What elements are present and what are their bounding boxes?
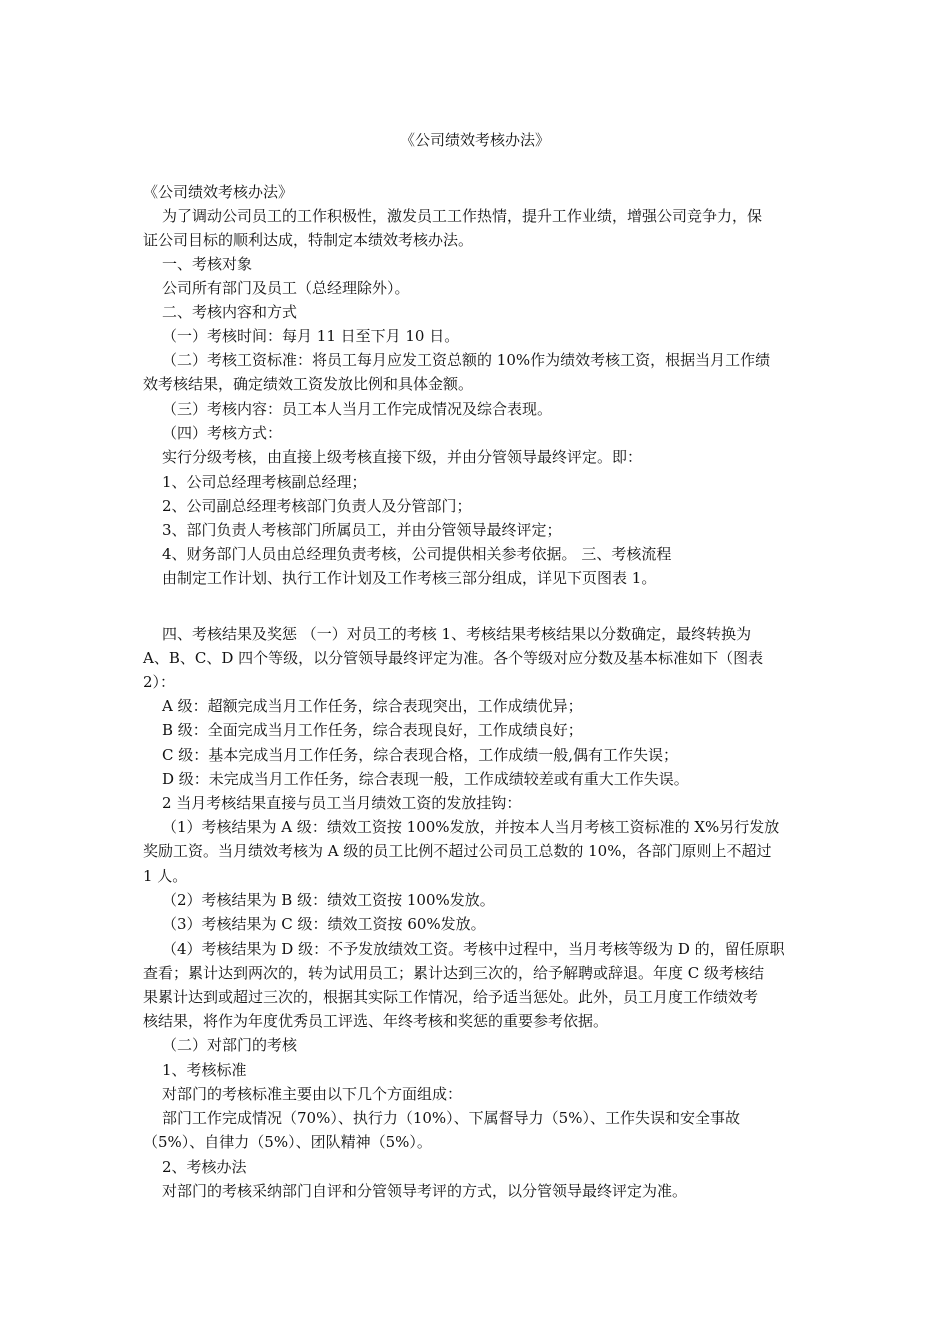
text-line: 对部门的考核采纳部门自评和分管领导考评的方式，以分管领导最终评定为准。 bbox=[162, 1182, 688, 1200]
text-line: 1 人。 bbox=[143, 867, 188, 885]
text-line: A、B、C、D 四个等级，以分管领导最终评定为准。各个等级对应分数及基本标准如下（图表 bbox=[143, 649, 764, 667]
text-line: 效考核结果，确定绩效工资发放比例和具体金额。 bbox=[143, 375, 474, 393]
text-line: 证公司目标的顺利达成，特制定本绩效考核办法。 bbox=[143, 231, 474, 249]
text-line: （2）考核结果为 B 级：绩效工资按 100%发放。 bbox=[162, 891, 495, 909]
text-line: 1、公司总经理考核副总经理； bbox=[162, 473, 367, 491]
text-line: D 级：未完成当月工作任务，综合表现一般，工作成绩较差或有重大工作失误。 bbox=[162, 770, 689, 788]
document-title: 《公司绩效考核办法》 bbox=[399, 131, 550, 149]
text-line: （二）对部门的考核 bbox=[162, 1036, 298, 1054]
text-line: C 级：基本完成当月工作任务，综合表现合格，工作成绩一般,偶有工作失误； bbox=[162, 746, 679, 764]
text-line: 3、部门负责人考核部门所属员工，并由分管领导最终评定； bbox=[162, 521, 562, 539]
text-line: 2、公司副总经理考核部门负责人及分管部门； bbox=[162, 497, 472, 515]
text-line: （二）考核工资标准：将员工每月应发工资总额的 10%作为绩效考核工资，根据当月工作绩 bbox=[162, 351, 771, 369]
text-line: 一、考核对象 bbox=[162, 255, 253, 273]
text-line: 对部门的考核标准主要由以下几个方面组成： bbox=[162, 1085, 463, 1103]
text-line: 实行分级考核，由直接上级考核直接下级，并由分管领导最终评定。即： bbox=[162, 448, 643, 466]
text-line: （1）考核结果为 A 级：绩效工资按 100%发放，并按本人当月考核工资标准的 X%另行发放 bbox=[162, 818, 780, 836]
text-line: 由制定工作计划、执行工作计划及工作考核三部分组成，详见下页图表 1。 bbox=[162, 569, 657, 587]
text-line: 果累计达到或超过三次的，根据其实际工作情况，给予适当惩处。此外，员工月度工作绩效考 bbox=[143, 988, 759, 1006]
text-line: （4）考核结果为 D 级：不予发放绩效工资。考核中过程中，当月考核等级为 D 的，留任原职 bbox=[162, 940, 785, 958]
text-line: （一）考核时间：每月 11 日至下月 10 日。 bbox=[162, 327, 460, 345]
text-line: 为了调动公司员工的工作积极性，激发员工工作热情，提升工作业绩，增强公司竞争力，保 bbox=[162, 207, 763, 225]
text-line: 1、考核标准 bbox=[162, 1061, 247, 1079]
text-line: 查看；累计达到两次的，转为试用员工；累计达到三次的，给予解聘或辞退。年度 C 级考核结 bbox=[143, 964, 765, 982]
text-line: 四、考核结果及奖惩 （一）对员工的考核 1、考核结果考核结果以分数确定，最终转换为 bbox=[162, 625, 752, 643]
text-line: （3）考核结果为 C 级：绩效工资按 60%发放。 bbox=[162, 915, 486, 933]
text-line: 部门工作完成情况（70%）、执行力（10%）、下属督导力（5%）、工作失误和安全事故 bbox=[162, 1109, 740, 1127]
text-line: A 级：超额完成当月工作任务，综合表现突出，工作成绩优异； bbox=[162, 697, 583, 715]
text-line: 公司所有部门及员工（总经理除外）。 bbox=[162, 279, 410, 297]
text-line: （四）考核方式： bbox=[162, 424, 283, 442]
text-line: 2、考核办法 bbox=[162, 1158, 247, 1176]
text-line: 2）： bbox=[143, 673, 176, 691]
text-line: （三）考核内容：员工本人当月工作完成情况及综合表现。 bbox=[162, 400, 553, 418]
text-line: 《公司绩效考核办法》 bbox=[143, 183, 294, 201]
text-line: （5%）、自律力（5%）、团队精神（5%）。 bbox=[143, 1133, 432, 1151]
text-line: 核结果，将作为年度优秀员工评选、年终考核和奖惩的重要参考依据。 bbox=[143, 1012, 609, 1030]
text-line: 二、考核内容和方式 bbox=[162, 303, 298, 321]
text-line: 2 当月考核结果直接与员工当月绩效工资的发放挂钩： bbox=[162, 794, 522, 812]
text-line: 奖励工资。当月绩效考核为 A 级的员工比例不超过公司员工总数的 10%，各部门原则上不超过 bbox=[143, 842, 772, 860]
text-line: B 级：全面完成当月工作任务，综合表现良好，工作成绩良好； bbox=[162, 721, 583, 739]
text-line: 4、财务部门人员由总经理负责考核，公司提供相关参考依据。 三、考核流程 bbox=[162, 545, 672, 563]
